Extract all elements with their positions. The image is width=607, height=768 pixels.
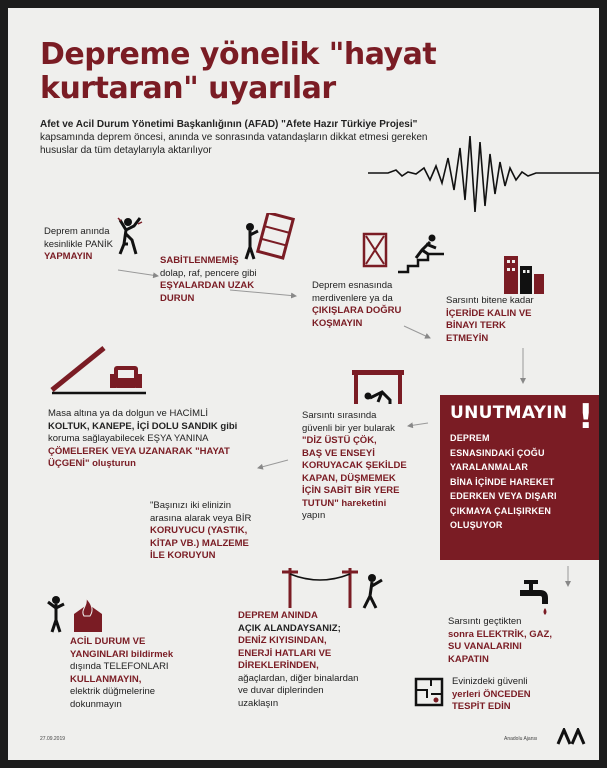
fire-house-icon bbox=[44, 592, 104, 634]
life-triangle-sofa-icon bbox=[48, 338, 148, 398]
infographic bbox=[8, 8, 599, 760]
footer-agency: Anadolu Ajansı bbox=[504, 736, 538, 742]
buildings-icon bbox=[498, 250, 548, 294]
page-title bbox=[40, 38, 436, 106]
subtitle-lead: Afet ve Acil Durum Yönetimi Başkanlığının (AFAD) "Afete Hazır Türkiye Projesi" bbox=[40, 119, 418, 130]
unutmayin-heading: UNUTMAYIN bbox=[450, 403, 568, 423]
tip-utilities: Sarsıntı geçtikten sonra ELEKTRİK, GAZ, SU VANALARINI KAPATIN bbox=[448, 616, 552, 665]
subtitle-rest: kapsamında deprem öncesi, anında ve sonrasında vatandaşların dikkat etmesi gereken hususlar da tüm detaylarıyla aktarılıyor bbox=[40, 132, 428, 156]
unutmayin-box bbox=[440, 395, 599, 560]
falling-shelf-icon bbox=[236, 213, 296, 261]
tip-stairs: Deprem esnasında merdivenlere ya da ÇIKIŞLARA DOĞRU KOŞMAYIN bbox=[312, 280, 402, 329]
stairs-runner-icon bbox=[358, 230, 448, 275]
tip-inside: Sarsıntı bitene kadar İÇERİDE KALIN VE BİNAYI TERK ETMEYİN bbox=[446, 295, 534, 344]
unutmayin-body: DEPREM ESNASINDAKİ ÇOĞU YARALANMALAR BİNA İÇİNDE HAREKET EDERKEN VEYA DIŞARI ÇIKMAYA ÇALIŞIRKEN OLUŞUYOR bbox=[450, 433, 557, 530]
tip-drop-cover: Sarsıntı sırasında güvenli bir yer bularak "DİZ ÜSTÜ ÇÖK, BAŞ VE ENSEYİ KORUYACAK ŞEKİLDE KAPAN, DÜŞMEMEK İÇİN SABİT BİR YERE TUTUN" hareketini yapın bbox=[302, 410, 407, 521]
footer-date: 27.09.2019 bbox=[40, 736, 66, 742]
power-lines-icon bbox=[280, 564, 390, 610]
aa-logo-icon bbox=[556, 728, 586, 746]
tip-protect-head: "Başınızı iki elinizin arasına alarak veya BİR KORUYUCU (YASTIK, KİTAP VB.) MALZEME İLE KORUYUN bbox=[150, 500, 252, 561]
seismograph-icon bbox=[368, 128, 599, 218]
title-line-2: kurtaran" uyarılar bbox=[40, 71, 336, 106]
tip-safe-place: Evinizdeki güvenli yerleri ÖNCEDEN TESPİT EDİN bbox=[452, 676, 531, 712]
tip-phone: ACİL DURUM VE YANGINLARI bildirmek dışında TELEFONLARI KULLANMAYIN, elektrik düğmelerine dokunmayın bbox=[70, 636, 174, 710]
tip-items: SABİTLENMEMİŞ dolap, raf, pencere gibi EŞYALARDAN UZAK DURUN bbox=[160, 255, 257, 304]
panic-person-icon bbox=[114, 216, 144, 256]
title-line-1: Depreme yönelik "hayat bbox=[40, 37, 437, 72]
tip-outside: DEPREM ANINDA AÇIK ALANDAYSANIZ; DENİZ KIYISINDAN, ENERJİ HATLARI VE DİREKLERİNDEN, ağaçlardan, diğer binalardan ve duvar diplerinden uzaklaşın bbox=[238, 610, 359, 709]
faucet-icon bbox=[516, 578, 556, 618]
tip-panic: Deprem anında kesinlikle PANİK YAPMAYIN bbox=[44, 226, 113, 262]
tip-life-triangle: Masa altına ya da dolgun ve HACİMLİ KOLTUK, KANEPE, İÇİ DOLU SANDIK gibi koruma sağlayabilecek EŞYA YANINA ÇÖMELEREK VEYA UZANARAK "HAYAT ÜÇGENİ" oluşturun bbox=[48, 408, 238, 469]
floor-plan-icon bbox=[413, 676, 445, 708]
exclamation-icon: ! bbox=[578, 397, 594, 437]
table-cover-icon bbox=[348, 368, 408, 406]
